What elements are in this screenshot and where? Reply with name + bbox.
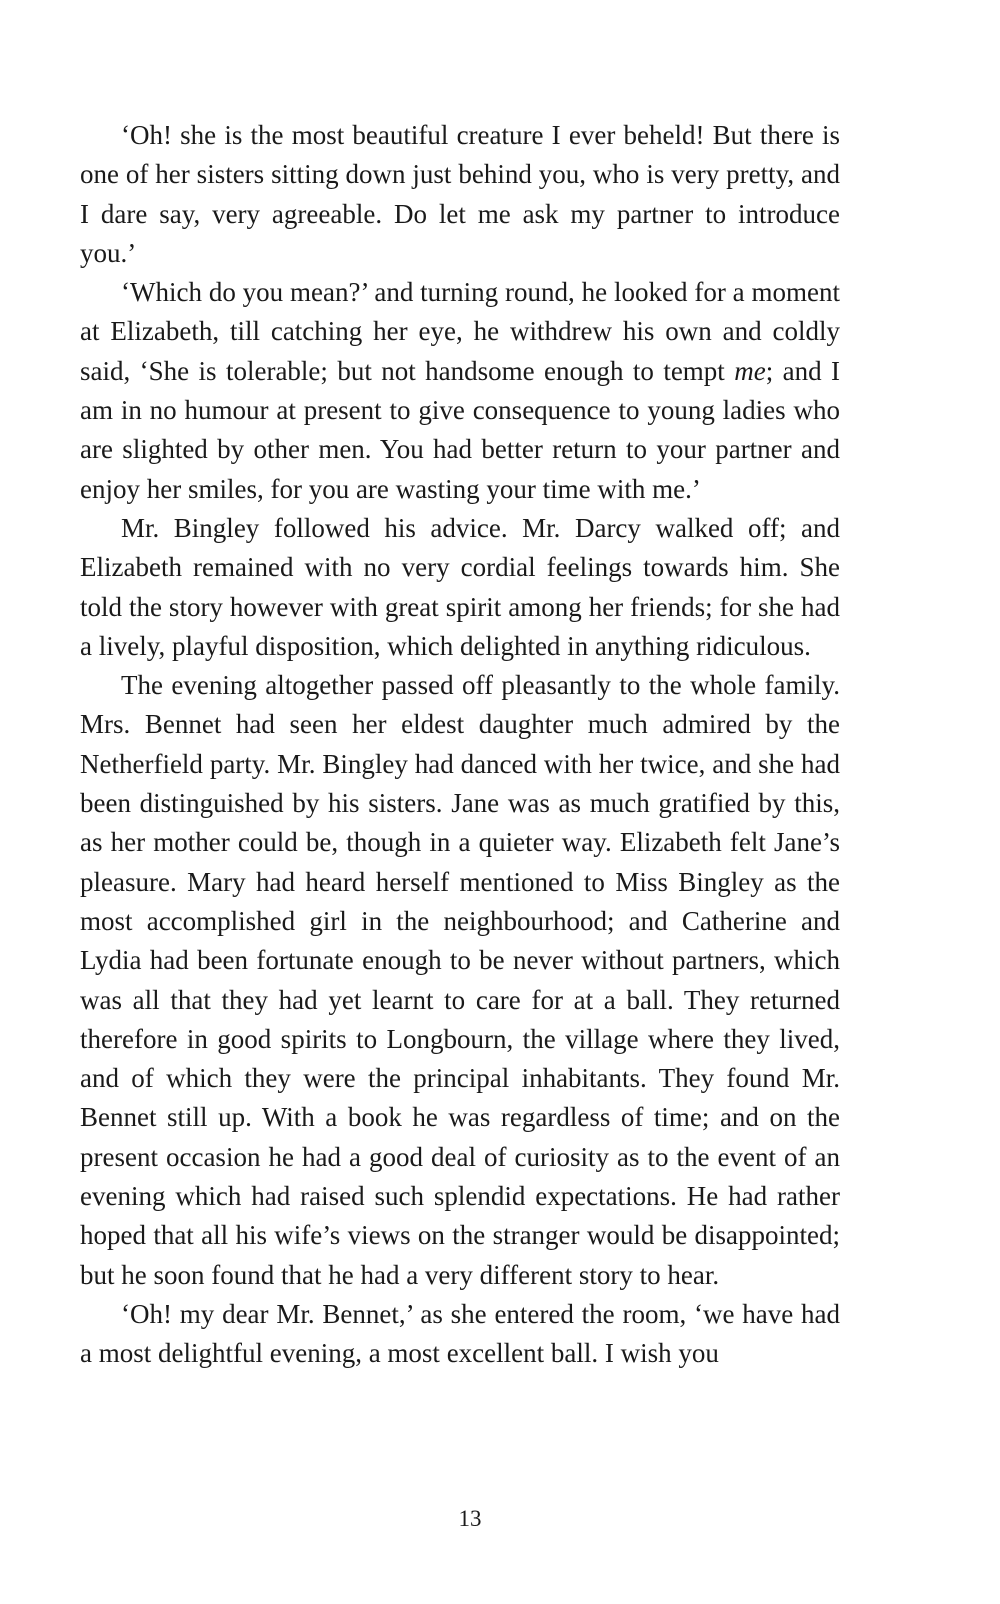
paragraph (80, 509, 840, 666)
text-segment: ; and I am in no humour at present to give consequence to young ladies who are slighted by other men. You had better return to your partner and enjoy her smiles, for you are wasting your time with me.’ (80, 355, 840, 504)
body-text (80, 116, 840, 1374)
text-segment: ‘Oh! she is the most beautiful creature I ever beheld! But there is one of her sisters sitting down just behind you, who is very pretty, and I dare say, very agreeable. Do let me ask my partner to introduce you.’ (80, 120, 840, 268)
paragraph (80, 116, 840, 273)
page-number: 13 (458, 1506, 482, 1531)
paragraph (80, 666, 840, 1295)
italic-text: me (734, 355, 766, 386)
text-segment: Mr. Bingley followed his advice. Mr. Darcy walked off; and Elizabeth remained with no very cordial feelings towards him. She told the story however with great spirit among her friends; for she had a lively, playful disposition, which delighted in anything ridiculous. (80, 512, 840, 661)
text-segment: ‘Oh! my dear Mr. Bennet,’ as she entered the room, ‘we have had a most delightful evening, a most excellent ball. I wish you (80, 1298, 840, 1369)
text-segment: ‘Which do you mean?’ and turning round, he looked for a moment at Elizabeth, till catching her eye, he withdrew his own and coldly said, ‘She is tolerable; but not handsome enough to tempt (80, 277, 840, 386)
paragraph (80, 1295, 840, 1374)
paragraph (80, 273, 840, 509)
text-segment: The evening altogether passed off pleasantly to the whole family. Mrs. Bennet had seen her eldest daughter much admired by the Netherfield party. Mr. Bingley had danced with her twice, and she had been distinguished by his sisters. Jane was as much gratified by this, as her mother could be, though in a quieter way. Elizabeth felt Jane’s pleasure. Mary had heard herself mentioned to Miss Bingley as the most accomplished girl in the neighbourhood; and Catherine and Lydia had been fortunate enough to be never without partners, which was all that they had yet learnt to care for at a ball. They returned therefore in good spirits to Longbourn, the village where they lived, and of which they were the principal inhabitants. They found Mr. Bennet still up. With a book he was regardless of time; and on the present occasion he had a good deal of curiosity as to the event of an evening which had raised such splendid expectations. He had rather hoped that all his wife’s views on the stranger would be disappointed; but he soon found that he had a very different story to hear. (80, 670, 840, 1290)
